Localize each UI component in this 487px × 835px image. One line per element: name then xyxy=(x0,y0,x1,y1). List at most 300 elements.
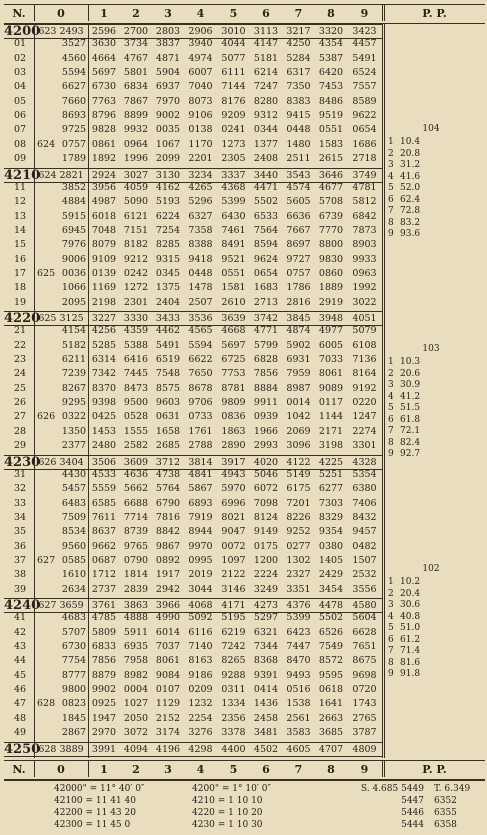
row-value: 8267 xyxy=(61,382,87,394)
row-value: 4196 xyxy=(155,743,181,755)
header-digit-5: 5 xyxy=(229,7,238,20)
log-table-body xyxy=(4,24,485,758)
row-value: 5594 xyxy=(188,339,213,351)
row-value: 0241 xyxy=(221,124,246,136)
row-n: 27 xyxy=(14,411,27,423)
row-value: 9415 xyxy=(286,110,311,122)
row-value: 7247 xyxy=(253,81,279,93)
row-value: 4154 xyxy=(61,325,87,337)
row-value: 8388 xyxy=(188,239,213,251)
pp-value: 41.2 xyxy=(400,391,421,402)
row-value: 0892 xyxy=(155,554,181,566)
row-value: 9500 xyxy=(123,397,149,409)
row-value: 7358 xyxy=(188,224,213,236)
row-value: 0963 xyxy=(352,267,377,279)
row-value: 4990 xyxy=(155,612,181,624)
footer-arc-minutes: 4210 = 1 10 10 xyxy=(192,796,263,806)
footer-s-value: 5447 xyxy=(401,796,424,806)
row-value: 4560 xyxy=(61,52,87,64)
row-value: 0925 xyxy=(91,698,117,710)
row-value: 4605 xyxy=(286,743,311,755)
row-value: 0790 xyxy=(123,554,149,566)
header-digit-2: 2 xyxy=(132,7,140,20)
row-value: 1232 xyxy=(188,698,213,710)
row-value: 1302 xyxy=(286,554,311,566)
row-value: 2458 xyxy=(253,712,279,724)
row-value: 6725 xyxy=(221,354,246,366)
row-value: 4256 xyxy=(91,325,117,337)
row-value: 7754 xyxy=(61,655,87,667)
row-value: 6945 xyxy=(61,224,87,236)
row-value: 7239 xyxy=(61,368,87,380)
row-prefix: 628 xyxy=(37,698,56,710)
row-value: 0995 xyxy=(188,554,213,566)
row-value: 5662 xyxy=(123,483,149,495)
row-value: 4974 xyxy=(188,52,213,64)
footer-header-digit-5: 5 xyxy=(229,763,238,776)
row-value: 1478 xyxy=(188,282,213,294)
pp-value: 51.5 xyxy=(400,403,421,413)
header-digit-0: 0 xyxy=(57,7,65,20)
row-value: 3583 xyxy=(286,727,311,739)
pp-digit: 6 xyxy=(388,194,394,205)
row-value: 6935 xyxy=(123,641,149,653)
table-row xyxy=(4,124,382,135)
row-value: 3543 xyxy=(286,169,311,181)
row-value: 1863 xyxy=(221,425,246,437)
table-row xyxy=(4,411,382,422)
pp-digit: 1 xyxy=(388,577,394,587)
row-value: 9149 xyxy=(253,526,279,538)
pp-value: 40.8 xyxy=(400,611,421,622)
row-value: 0757 xyxy=(286,267,311,279)
table-row xyxy=(4,153,382,164)
row-value: 5149 xyxy=(286,468,311,480)
row-base-value: 625 3125 xyxy=(38,313,84,324)
table-row xyxy=(4,225,382,236)
pp-table-head: 102 xyxy=(422,564,440,574)
row-value: 6524 xyxy=(352,67,377,79)
row-value: 6175 xyxy=(286,483,311,495)
pp-row xyxy=(388,623,420,633)
row-value: 6072 xyxy=(253,483,279,495)
pp-digit: 4 xyxy=(388,611,394,622)
row-value: 7919 xyxy=(188,511,213,523)
row-value: 2924 xyxy=(91,169,117,181)
row-value: 6739 xyxy=(318,210,344,222)
row-value: 8473 xyxy=(123,382,149,394)
row-value: 1889 xyxy=(318,282,344,294)
pp-value: 10.3 xyxy=(400,357,421,367)
table-row xyxy=(4,426,382,437)
row-value: 6842 xyxy=(352,210,377,222)
row-value: 4359 xyxy=(123,325,149,337)
row-value: 0836 xyxy=(221,411,246,423)
row-value: 3146 xyxy=(221,583,246,595)
row-value: 2816 xyxy=(286,296,311,308)
row-value: 0117 xyxy=(318,397,344,409)
row-value: 3761 xyxy=(91,600,117,611)
row-value: 6327 xyxy=(188,210,213,222)
pp-value: 82.4 xyxy=(400,437,421,448)
row-value: 2152 xyxy=(155,712,181,724)
pp-row xyxy=(388,415,420,425)
row-value: 3454 xyxy=(318,583,344,595)
row-value: 6627 xyxy=(61,81,87,93)
row-n: 28 xyxy=(14,425,27,437)
row-value: 6931 xyxy=(286,354,311,366)
row-value: 0138 xyxy=(188,124,213,136)
table-row xyxy=(4,81,382,92)
row-value: 7763 xyxy=(91,95,117,107)
footer-s-value: 5444 xyxy=(401,820,424,830)
row-value: 2507 xyxy=(188,296,213,308)
row-value: 5902 xyxy=(286,339,311,351)
pp-value: 10.2 xyxy=(400,577,421,587)
row-value: 1067 xyxy=(155,138,181,150)
pp-value: 62.4 xyxy=(400,194,421,205)
row-n: 13 xyxy=(14,210,27,222)
pp-digit: 2 xyxy=(388,148,394,159)
row-value: 3685 xyxy=(318,727,344,739)
row-value: 7201 xyxy=(286,497,311,509)
pp-value: 81.6 xyxy=(400,657,421,668)
row-value: 8884 xyxy=(253,382,279,394)
row-value: 0860 xyxy=(318,267,344,279)
row-value: 5970 xyxy=(221,483,246,495)
pp-value: 31.2 xyxy=(400,160,421,170)
pp-digit: 3 xyxy=(388,600,394,610)
row-value: 7033 xyxy=(318,354,344,366)
table-row xyxy=(4,440,382,451)
row-n: 19 xyxy=(14,296,27,308)
row-value: 4871 xyxy=(155,52,181,64)
row-value: 5297 xyxy=(253,612,279,624)
header-digit-9: 9 xyxy=(360,7,369,20)
row-value: 1683 xyxy=(253,282,279,294)
row-value: 9725 xyxy=(61,124,87,136)
table-row xyxy=(4,53,382,64)
row-value: 2254 xyxy=(188,712,213,724)
row-value: 4874 xyxy=(286,325,311,337)
row-value: 2327 xyxy=(286,569,311,581)
header-digit-4: 4 xyxy=(196,7,205,20)
row-value: 1066 xyxy=(61,282,87,294)
row-n: 45 xyxy=(14,669,27,681)
row-value: 8693 xyxy=(61,110,87,122)
table-row xyxy=(4,139,382,150)
row-value: 1507 xyxy=(352,554,377,566)
footer-arc-minutes: 4200" = 1° 10′ 0″ xyxy=(192,784,271,794)
row-n: 39 xyxy=(14,583,27,595)
row-value: 2356 xyxy=(221,712,246,724)
row-n: 01 xyxy=(14,38,27,50)
row-value: 5182 xyxy=(61,339,87,351)
row-value: 3113 xyxy=(253,26,279,37)
row-value: 3337 xyxy=(221,169,246,181)
row-value: 5812 xyxy=(352,196,377,208)
row-value: 3174 xyxy=(155,727,181,739)
row-value: 9830 xyxy=(318,253,344,265)
row-value: 1170 xyxy=(188,138,213,150)
row-value: 4664 xyxy=(91,52,117,64)
body-divider xyxy=(382,24,385,758)
table-row xyxy=(4,38,382,49)
table-row xyxy=(4,612,382,623)
row-value: 9288 xyxy=(221,669,246,681)
row-n: 41 xyxy=(14,612,27,624)
table-major-row xyxy=(4,311,382,326)
row-value: 4738 xyxy=(155,468,181,480)
footer-line xyxy=(4,783,485,795)
row-value: 6622 xyxy=(188,354,213,366)
row-value: 6533 xyxy=(253,210,279,222)
row-value: 4354 xyxy=(318,38,344,50)
row-value: 7976 xyxy=(61,239,87,251)
footer-header-divider xyxy=(34,761,35,777)
row-value: 8697 xyxy=(286,239,311,251)
row-value: 0482 xyxy=(352,540,377,552)
row-value: 0757 xyxy=(61,138,87,150)
row-value: 3852 xyxy=(61,181,87,193)
row-value: 8383 xyxy=(286,95,311,107)
row-n: 17 xyxy=(14,267,27,279)
row-value: 3734 xyxy=(123,38,149,50)
row-value: 4533 xyxy=(91,468,117,480)
row-value: 5604 xyxy=(352,612,377,624)
pp-row xyxy=(388,646,420,656)
row-value: 1641 xyxy=(318,698,344,710)
row-value: 2610 xyxy=(221,296,246,308)
row-value: 4771 xyxy=(253,325,279,337)
pp-row xyxy=(388,600,420,610)
row-value: 0311 xyxy=(221,684,246,696)
row-value: 0014 xyxy=(286,397,311,409)
pp-row xyxy=(388,369,420,379)
row-value: 9047 xyxy=(221,526,246,538)
row-value: 5251 xyxy=(318,468,344,480)
row-value: 3646 xyxy=(318,169,344,181)
row-value: 2429 xyxy=(318,569,344,581)
row-n: 08 xyxy=(14,138,27,150)
row-n: 42 xyxy=(14,626,27,638)
row-n: 47 xyxy=(14,698,27,710)
row-value: 7958 xyxy=(123,655,149,667)
row-value: 1581 xyxy=(221,282,246,294)
table-row xyxy=(4,67,382,78)
row-n: 16 xyxy=(14,253,27,265)
header-pp: P. P. xyxy=(422,7,447,20)
row-value: 3845 xyxy=(286,313,311,324)
row-value: 5077 xyxy=(221,52,246,64)
row-value: 4368 xyxy=(221,181,246,193)
pp-digit: 6 xyxy=(388,634,394,645)
row-value: 2404 xyxy=(155,296,181,308)
row-value: 2700 xyxy=(123,26,149,37)
row-value: 0242 xyxy=(123,267,149,279)
row-value: 9698 xyxy=(352,669,377,681)
row-value: 4785 xyxy=(91,612,117,624)
row-n: 36 xyxy=(14,540,27,552)
row-value: 7136 xyxy=(352,354,377,366)
row-value: 4059 xyxy=(123,181,149,193)
pp-table-head: 104 xyxy=(422,124,440,134)
row-value: 0631 xyxy=(155,411,181,423)
pp-row xyxy=(388,172,420,182)
header-digit-8: 8 xyxy=(327,7,335,20)
row-value: 8265 xyxy=(221,655,246,667)
row-value: 7548 xyxy=(155,368,181,380)
row-value: 5296 xyxy=(188,196,213,208)
row-value: 3991 xyxy=(91,743,117,755)
row-n: 38 xyxy=(14,569,27,581)
row-value: 5181 xyxy=(253,52,279,64)
row-prefix: 624 xyxy=(37,138,56,150)
footer-header-digit-4: 4 xyxy=(196,763,205,776)
row-value: 6014 xyxy=(155,626,181,638)
row-value: 9354 xyxy=(318,526,344,538)
row-value: 1538 xyxy=(286,698,311,710)
row-value: 4376 xyxy=(286,600,311,611)
row-value: 1743 xyxy=(352,698,377,710)
row-value: 8073 xyxy=(188,95,213,107)
row-value: 3481 xyxy=(253,727,279,739)
row-value: 6996 xyxy=(221,497,246,509)
row-value: 7447 xyxy=(286,641,311,653)
row-n: 23 xyxy=(14,354,27,366)
row-value: 0175 xyxy=(253,540,279,552)
table-row xyxy=(4,196,382,207)
row-value: 8061 xyxy=(155,655,181,667)
footer-arc-minutes: 4220 = 1 10 20 xyxy=(192,808,263,818)
row-value: 7445 xyxy=(123,368,149,380)
row-value: 1480 xyxy=(286,138,311,150)
pp-row xyxy=(388,426,420,436)
row-value: 9109 xyxy=(91,253,117,265)
pp-digit: 1 xyxy=(388,137,394,147)
row-value: 7048 xyxy=(91,224,117,236)
row-value: 9603 xyxy=(155,397,181,409)
row-value: 4094 xyxy=(123,743,149,755)
row-value: 1169 xyxy=(91,282,117,294)
row-value: 9867 xyxy=(155,540,181,552)
row-value: 7770 xyxy=(318,224,344,236)
row-value: 2839 xyxy=(123,583,149,595)
row-value: 8329 xyxy=(318,511,344,523)
row-value: 6314 xyxy=(91,354,117,366)
row-n: 26 xyxy=(14,397,27,409)
row-value: 0733 xyxy=(188,411,213,423)
row-value: 8594 xyxy=(253,239,279,251)
footer-header-divider xyxy=(382,761,385,777)
pp-table-head: 103 xyxy=(422,344,440,354)
row-value: 9457 xyxy=(352,526,377,538)
row-value: 9970 xyxy=(188,540,213,552)
pp-row xyxy=(388,137,420,147)
row-value: 1786 xyxy=(286,282,311,294)
row-value: 0551 xyxy=(318,124,344,136)
row-n: 07 xyxy=(14,124,27,136)
row-value: 2803 xyxy=(155,26,181,37)
row-base-value: 623 2493 xyxy=(38,26,84,37)
row-value: 7037 xyxy=(155,641,181,653)
row-value: 7140 xyxy=(188,641,213,653)
row-value: 8176 xyxy=(221,95,246,107)
row-value: 5707 xyxy=(61,626,87,638)
table-major-row xyxy=(4,598,382,613)
row-n: 48 xyxy=(14,712,27,724)
row-value: 9765 xyxy=(123,540,149,552)
body-divider xyxy=(88,24,89,758)
row-value: 6005 xyxy=(318,339,344,351)
row-value: 1892 xyxy=(91,153,117,165)
row-n: 31 xyxy=(14,468,27,480)
row-value: 4574 xyxy=(286,181,311,193)
row-value: 2019 xyxy=(188,569,213,581)
row-value: 5697 xyxy=(91,67,117,79)
row-value: 9933 xyxy=(352,253,377,265)
row-n: 37 xyxy=(14,554,27,566)
footer-header-digit-0: 0 xyxy=(57,763,65,776)
row-value: 3863 xyxy=(123,600,149,611)
row-value: 3227 xyxy=(91,313,117,324)
row-value: 0344 xyxy=(253,124,279,136)
footer-t-value: 6352 xyxy=(434,796,457,806)
row-value: 7856 xyxy=(91,655,117,667)
row-value: 3787 xyxy=(352,727,377,739)
row-value: 7453 xyxy=(318,81,344,93)
table-row xyxy=(4,469,382,480)
row-value: 7254 xyxy=(155,224,181,236)
row-value: 6688 xyxy=(123,497,149,509)
row-value: 5799 xyxy=(253,339,279,351)
row-value: 2301 xyxy=(123,296,149,308)
row-value: 0654 xyxy=(352,124,377,136)
pp-value: 61.8 xyxy=(400,414,421,425)
header-digit-6: 6 xyxy=(262,7,270,20)
row-value: 5594 xyxy=(61,67,87,79)
table-row xyxy=(4,354,382,365)
row-value: 2906 xyxy=(188,26,213,37)
pp-row xyxy=(388,218,420,228)
row-value: 1658 xyxy=(155,425,181,437)
row-value: 3072 xyxy=(123,727,149,739)
footer-line xyxy=(4,795,485,807)
pp-row xyxy=(388,380,420,390)
row-value: 9595 xyxy=(318,669,344,681)
row-value: 4668 xyxy=(221,325,246,337)
row-value: 3814 xyxy=(188,456,213,468)
row-value: 6519 xyxy=(155,354,181,366)
row-value: 5915 xyxy=(61,210,87,222)
table-row xyxy=(4,541,382,552)
row-value: 4273 xyxy=(253,600,279,611)
row-value: 4565 xyxy=(188,325,213,337)
row-value: 5090 xyxy=(123,196,149,208)
pp-value: 52.0 xyxy=(400,183,421,193)
row-value: 8164 xyxy=(352,368,377,380)
row-value: 3917 xyxy=(221,456,246,468)
row-value: 1375 xyxy=(155,282,181,294)
row-value: 9493 xyxy=(286,669,311,681)
row-value: 6828 xyxy=(253,354,279,366)
row-value: 0425 xyxy=(91,411,117,423)
header-n: N. xyxy=(12,7,26,20)
row-value: 4987 xyxy=(91,196,117,208)
row-n: 05 xyxy=(14,95,27,107)
row-value: 8781 xyxy=(221,382,246,394)
row-value: 7098 xyxy=(253,497,279,509)
